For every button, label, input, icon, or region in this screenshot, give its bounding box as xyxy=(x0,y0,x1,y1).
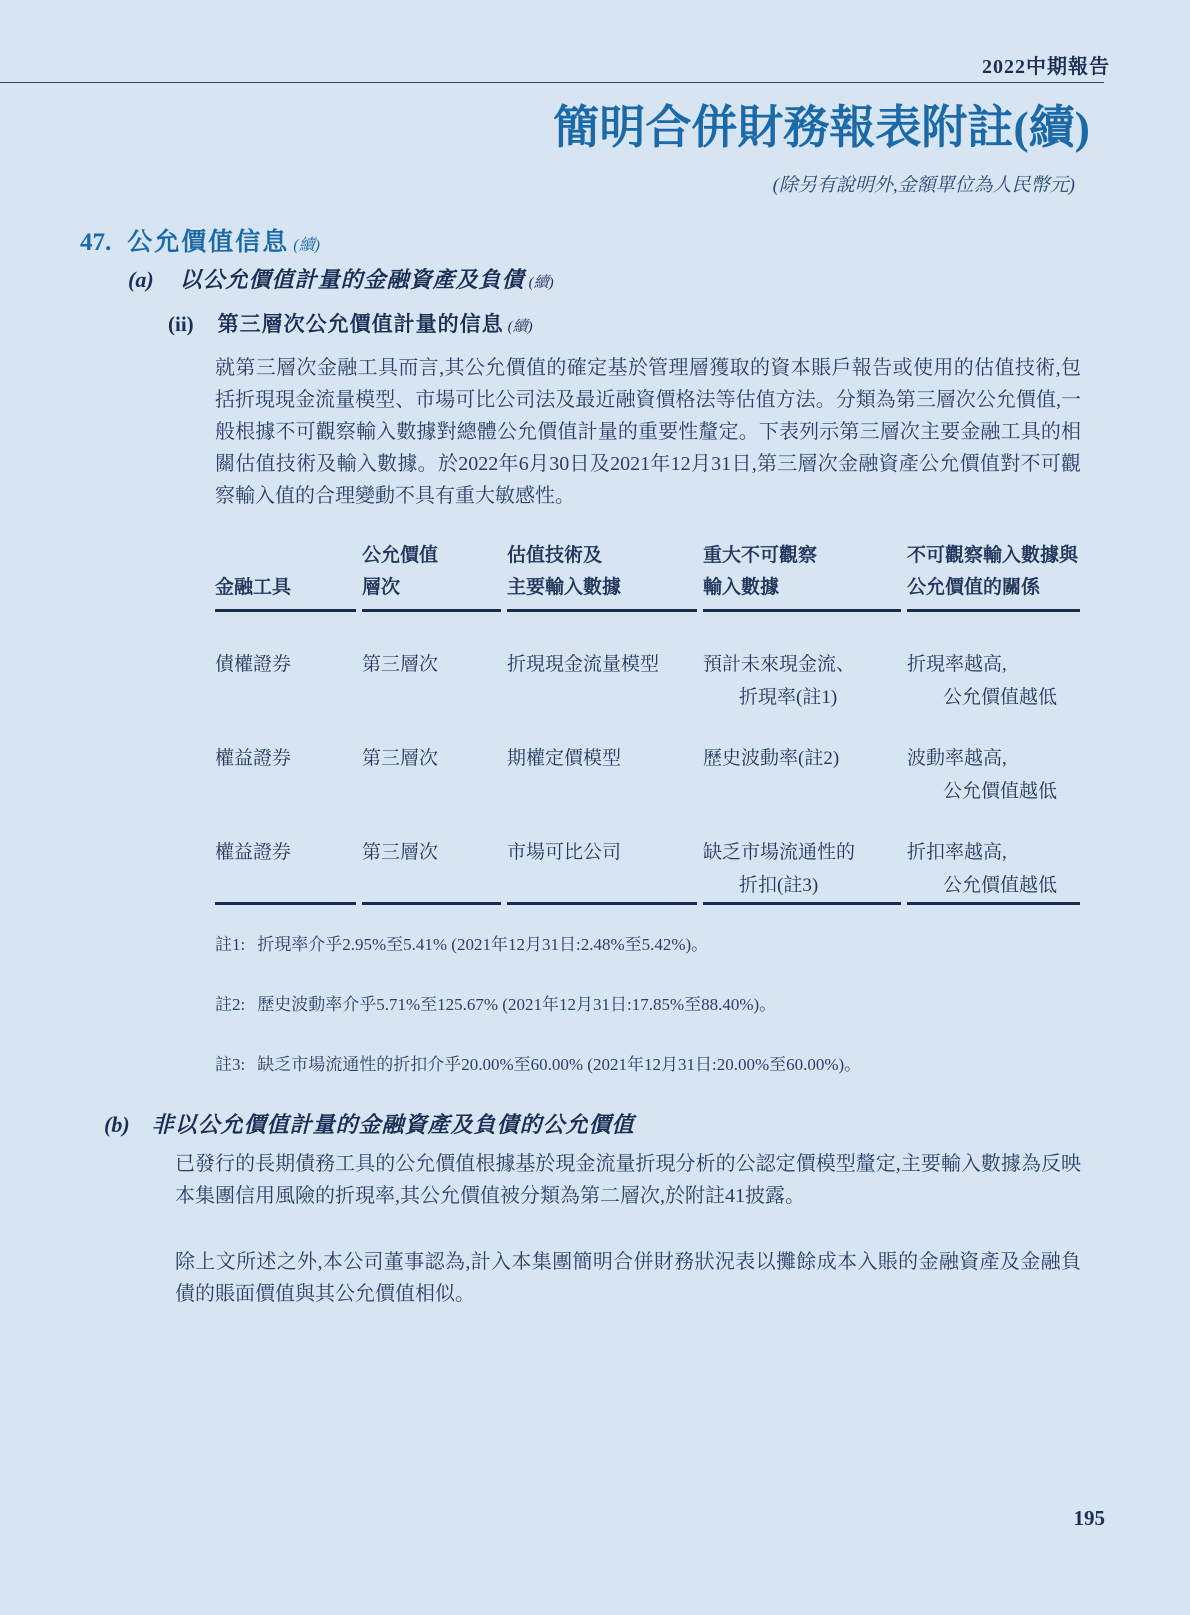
note-1: 註1: 折現率介乎2.95%至5.41% (2021年12月31日:2.48%至5.42%)。 xyxy=(215,935,709,954)
section-ii-continued-marker: (續) xyxy=(507,319,533,335)
cell-instrument: 權益證券 xyxy=(215,842,292,863)
section-a-label: (a) xyxy=(128,267,154,292)
cell-technique: 期權定價模型 xyxy=(507,748,622,769)
cell-technique: 折現現金流量模型 xyxy=(507,654,660,675)
section-b-title: 非以公允價值計量的金融資產及負債的公允價值 xyxy=(151,1112,635,1137)
cell-relationship: 折扣率越高, 公允價值越低 xyxy=(907,842,1058,896)
cell-instrument: 權益證券 xyxy=(215,748,292,769)
table-notes xyxy=(215,933,1081,1113)
section-b-paragraph-1: 已發行的長期債務工具的公允價值根據基於現金流量折現分析的公認定價模型釐定,主要輸入數據為反映本集團信用風險的折現率,其公允價值被分類為第二層次,於附註41披露。 xyxy=(175,1153,1081,1207)
cell-technique: 市場可比公司 xyxy=(507,842,622,863)
section-ii-heading xyxy=(168,308,533,338)
header-input-relationship: 不可觀察輸入數據與 公允價值的關係 xyxy=(907,540,1080,612)
cell-level: 第三層次 xyxy=(362,654,439,675)
table-row xyxy=(215,648,1081,714)
table-row xyxy=(215,742,1081,808)
cell-relationship: 折現率越高, 公允價值越低 xyxy=(907,654,1058,708)
note-3: 註3: 缺乏市場流通性的折扣介乎20.00%至60.00% (2021年12月31日:20.00%至60.00%)。 xyxy=(215,1055,862,1074)
table-header-row xyxy=(215,540,1081,612)
section-47-heading xyxy=(80,222,320,258)
section-ii-label: (ii) xyxy=(168,312,194,336)
report-header: 2022中期報告 xyxy=(982,56,1110,78)
section-b-heading xyxy=(104,1108,635,1139)
section-b-paragraph-2: 除上文所述之外,本公司董事認為,計入本集團簡明合併財務狀況表以攤餘成本入賬的金融資產及金融負債的賬面價值與其公允價值相似。 xyxy=(175,1251,1081,1305)
section-ii-title: 第三層次公允價值計量的信息 xyxy=(217,312,504,336)
page-title: 簡明合併財務報表附註(續) xyxy=(553,102,1090,153)
note-2: 註2: 歷史波動率介乎5.71%至125.67% (2021年12月31日:17.85%至88.40%)。 xyxy=(215,995,777,1014)
header-divider xyxy=(0,82,1104,83)
page-subtitle: (除另有說明外,金額單位為人民幣元) xyxy=(772,175,1075,196)
header-valuation-technique: 估值技術及 主要輸入數據 xyxy=(507,540,697,612)
section-a-heading xyxy=(128,263,554,294)
section-ii-paragraph: 就第三層次金融工具而言,其公允價值的確定基於管理層獲取的資本賬戶報告或使用的估值技術,包括折現現金流量模型、市場可比公司法及最近融資價格法等估值方法。分類為第三層次公允價值,一般根據不可觀察輸入數據對總體公允價值計量的重要性釐定。下表列示第三層次主要金融工具的相關估值技術及輸入數據。於2022年6月30日及2021年12月31日,第三層次金融資產公允價值對不可觀察輸入值的合理變動不具有重大敏感性。 xyxy=(215,357,1081,507)
section-a-continued-marker: (續) xyxy=(528,275,554,291)
header-fair-value-level: 公允價值 層次 xyxy=(362,540,501,612)
header-instrument: 金融工具 xyxy=(215,540,356,612)
level3-valuation-table xyxy=(215,540,1081,905)
cell-inputs: 預計未來現金流、 折現率(註1) xyxy=(703,654,856,708)
cell-level: 第三層次 xyxy=(362,842,439,863)
table-bottom-border xyxy=(215,902,1081,905)
cell-relationship: 波動率越高, 公允價值越低 xyxy=(907,748,1058,802)
cell-instrument: 債權證券 xyxy=(215,654,292,675)
section-number: 47. xyxy=(80,229,112,256)
cell-inputs: 歷史波動率(註2) xyxy=(703,748,840,769)
section-title: 公允價值信息 xyxy=(127,229,290,256)
page-number: 195 xyxy=(1073,1506,1105,1530)
header-unobservable-inputs: 重大不可觀察 輸入數據 xyxy=(703,540,901,612)
cell-level: 第三層次 xyxy=(362,748,439,769)
section-a-title: 以公允價值計量的金融資產及負債 xyxy=(179,267,525,292)
section-b-label: (b) xyxy=(104,1112,130,1137)
cell-inputs: 缺乏市場流通性的 折扣(註3) xyxy=(703,842,856,896)
table-row xyxy=(215,836,1081,902)
section-continued-marker: (續) xyxy=(293,237,320,254)
